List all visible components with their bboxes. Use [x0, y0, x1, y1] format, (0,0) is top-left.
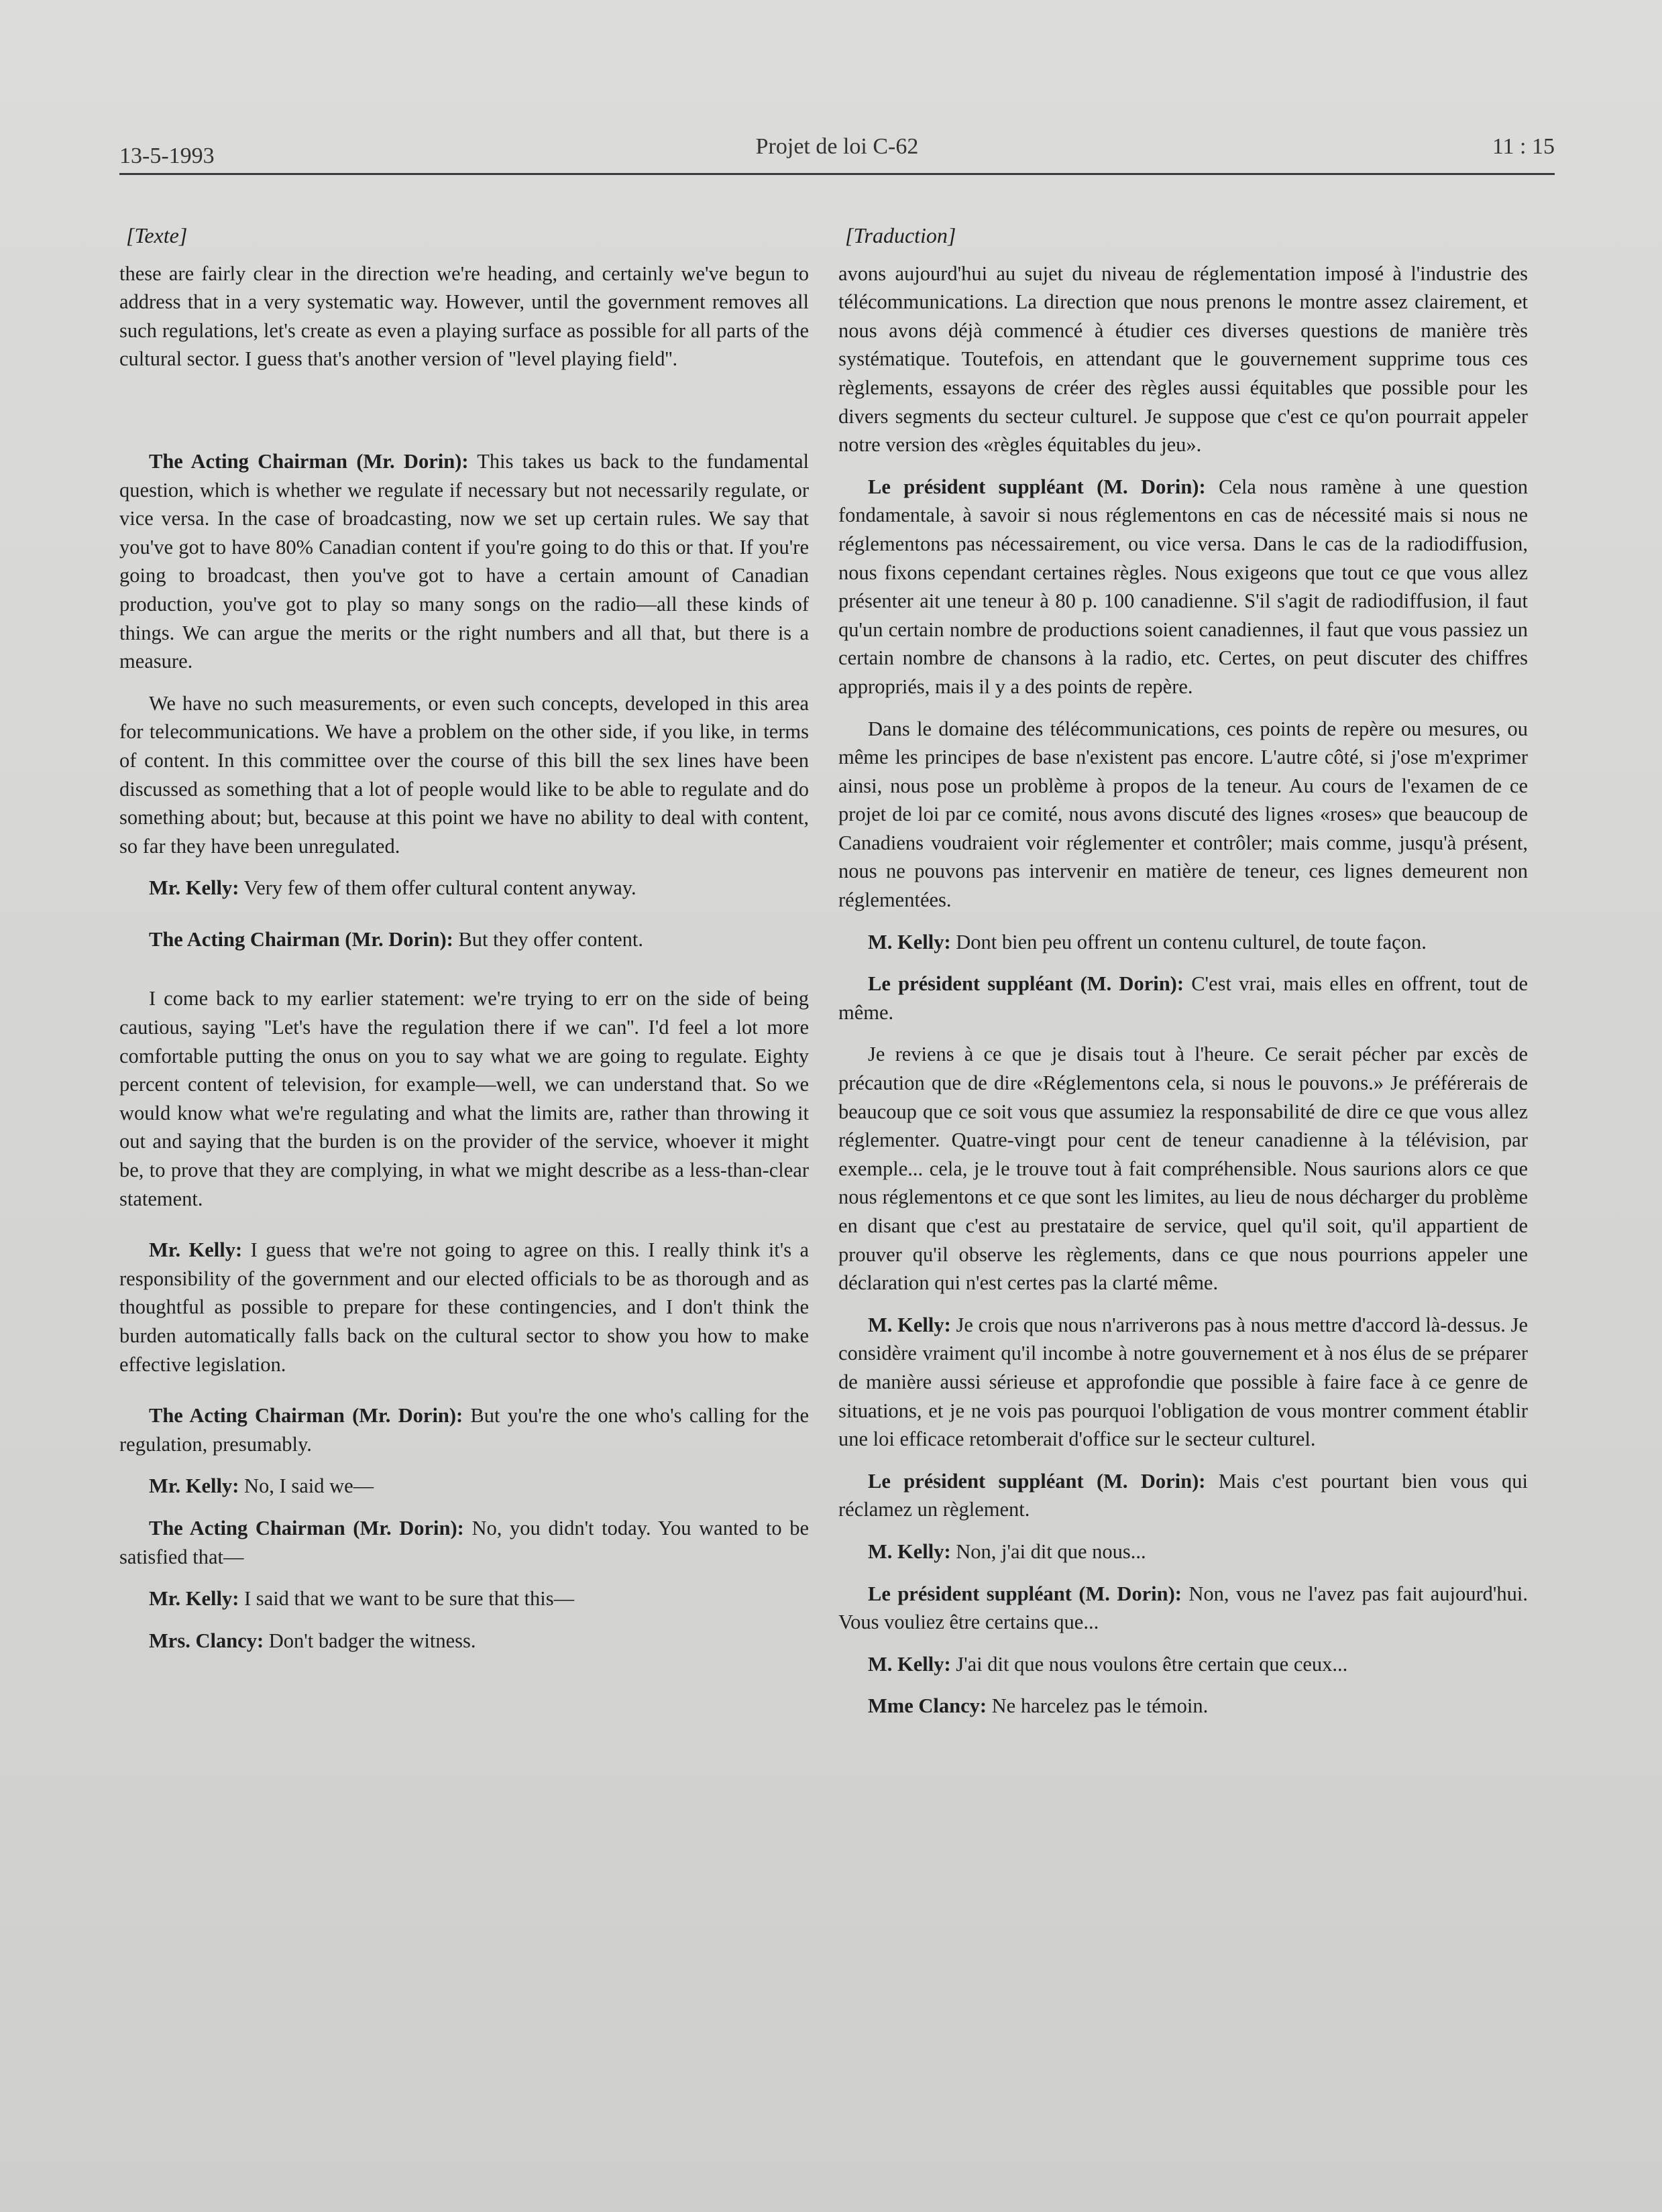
speaker-name: Mrs. Clancy:	[149, 1629, 264, 1652]
paragraph	[838, 1650, 1528, 1679]
speaker-name: M. Kelly:	[868, 1313, 951, 1336]
speech-text: Cela nous ramène à une question fondamentale, à savoir si nous réglementons en cas de nécessité mais si nous ne réglementons pas nécessairement, ou vice versa. Dans le cas de la radiodiffusion, nous fixons cependant certaines règles. Nous exigeons que tout ce que vous allez présenter ait une teneur à 80 p. 100 canadienne. S'il s'agit de radiodiffusion, il faut qu'un certain nombre de productions soient canadiennes, il faut que vous passiez un certain nombre de chansons à la radio, etc. Certes, on peut discuter des chiffres appropriés, mais il y a des points de repère.	[838, 475, 1529, 698]
running-header	[119, 134, 1555, 172]
speaker-name: Mr. Kelly:	[149, 876, 239, 900]
speaker-name: Le président suppléant (M. Dorin):	[868, 1582, 1182, 1605]
paragraph: We have no such measurements, or even such concepts, developed in this area for telecommunications. We have a problem on the other side, if you like, in terms of content. In this committee over the course of this bill the sex lines have been discussed as something that a lot of people would like to be able to regulate and do something about; but, because at this point we have no ability to deal with content, so far they have been unregulated.	[119, 691, 809, 858]
paragraph	[119, 1236, 809, 1379]
paragraph	[119, 1627, 809, 1655]
paragraph	[838, 1580, 1528, 1637]
paragraph	[119, 1584, 809, 1613]
speech-text: I said that we want to be sure that this—	[239, 1587, 575, 1611]
speaker-name: M. Kelly:	[868, 930, 951, 953]
speaker-name: Le président suppléant (M. Dorin):	[868, 1469, 1206, 1493]
speaker-name: Le président suppléant (M. Dorin):	[868, 475, 1206, 498]
speech-text: This takes us back to the fundamental question, which is whether we regulate if necessary but not necessarily regulate, or vice versa. In the case of broadcasting, now we set up certain rules. We say that you've got to have 80% Canadian content if you're going to do this or that. If you're going to broadcast, then you've got to have a certain amount of Canadian production, you've got to play so many songs on the radio—all these kinds of things. We can argue the merits or the right numbers and all that, but there is a measure.	[119, 449, 809, 673]
paragraph	[119, 1401, 809, 1458]
paragraph	[119, 874, 809, 903]
paragraph: avons aujourd'hui au sujet du niveau de réglementation imposé à l'industrie des télécommunications. La direction que nous prenons le montre assez clairement, et nous avons déjà commencé à étudier ces diverses questions de manière très systématique. Toutefois, en attendant que le gouvernement supprime tous ces règlements, essayons de créer des règles aussi équitables que possible pour les divers segments du secteur culturel. Je suppose que c'est ce qu'on pourrait appeler notre version des «règles équitables du jeu».	[838, 261, 1528, 457]
paragraph	[838, 473, 1528, 701]
english-column	[119, 221, 809, 1655]
speech-text: Dont bien peu offrent un contenu culturel, de toute façon.	[950, 930, 1427, 953]
paragraph	[838, 1692, 1528, 1721]
paragraph	[838, 970, 1528, 1027]
speaker-name: The Acting Chairman (Mr. Dorin):	[149, 449, 469, 473]
speaker-name: M. Kelly:	[868, 1539, 951, 1563]
paragraph	[119, 1514, 809, 1571]
speech-text: Very few of them offer cultural content anyway.	[239, 876, 636, 900]
paragraph	[119, 925, 809, 954]
header-rule	[119, 173, 1555, 175]
header-page-number: 11 : 15	[1492, 134, 1555, 159]
speech-text: But they offer content.	[453, 927, 643, 951]
paragraph: Je reviens à ce que je disais tout à l'heure. Ce serait pécher par excès de précaution que de dire «Réglementons cela, si nous le pouvons.» Je préférerais de beaucoup que ce soit vous que assumiez la responsabilité de dire ce que vous allez réglementer. Quatre-vingt pour cent de teneur canadienne à la télévision, par exemple... cela, je le trouve tout à fait compréhensible. Nous saurions alors ce que nous réglementons et ce que sont les limites, au lieu de nous décharger du problème en disant que c'est au prestataire de service, quel qu'il soit, qu'il appartient de prouver qu'il observe les règlements, dans ce que nous pourrions appeler une déclaration qui n'est certes pas la clarté même.	[838, 1043, 1528, 1295]
speaker-name: Le président suppléant (M. Dorin):	[868, 972, 1184, 996]
speaker-name: Mme Clancy:	[868, 1694, 987, 1718]
paragraph	[838, 1467, 1528, 1524]
speech-text: Non, vous ne l'avez pas fait aujourd'hui. Vous vouliez être certains que...	[838, 1582, 1528, 1634]
paragraph: Dans le domaine des télécommunications, ces points de repère ou mesures, ou même les principes de base n'existent pas encore. L'autre côté, si j'ose m'exprimer ainsi, nous pose un problème à propos de la teneur. Au cours de l'examen de ce projet de loi par ce comité, nous avons discuté des lignes «roses» que beaucoup de Canadiens voudraient voir réglementer et contrôler; mais comme, jusqu'à présent, nous ne pouvons pas intervenir en matière de teneur, ces lignes demeurent non réglementées.	[838, 717, 1528, 912]
column-tag: [Traduction]	[845, 223, 956, 247]
speaker-name: The Acting Chairman (Mr. Dorin):	[149, 1404, 463, 1428]
speech-text: No, you didn't today. You wanted to be satisfied that—	[119, 1516, 809, 1568]
header-title: Projet de loi C-62	[755, 134, 919, 159]
paragraph: these are fairly clear in the direction we're heading, and certainly we've begun to address that in a very systematic way. However, until the government removes all such regulations, let's create as even a playing surface as possible for all parts of the cultural sector. I guess that's another version of ''level playing field''.	[119, 261, 809, 371]
speech-text: But you're the one who's calling for the regulation, presumably.	[119, 1404, 809, 1456]
paragraph	[838, 1537, 1528, 1566]
speaker-name: The Acting Chairman (Mr. Dorin):	[149, 927, 453, 951]
header-date: 13-5-1993	[119, 143, 215, 168]
paragraph: I come back to my earlier statement: we're trying to err on the side of being cautious, saying ''Let's have the regulation there if we can''. I'd feel a lot more comfortable putting the onus on you to say what we are going to regulate. Eighty percent content of television, for example—well, we can understand that. So we would know what we're regulating and what the limits are, rather than throwing it out and saying that the burden is on the provider of the service, whoever it might be, to prove that they are complying, in what we might describe as a less-than-clear statement.	[119, 987, 809, 1210]
speech-text: Je crois que nous n'arriverons pas à nous mettre d'accord là-dessus. Je considère vraiment qu'il incombe à notre gouvernement et à nos élus de se préparer de manière aussi sérieuse et approfondie que possible à faire face à ce genre de situations, et je ne vois pas pourquoi l'obligation de vous montrer comment établir une loi efficace retomberait d'office sur le secteur culturel.	[838, 1313, 1529, 1451]
speaker-name: The Acting Chairman (Mr. Dorin):	[149, 1516, 464, 1539]
french-column	[838, 221, 1528, 1721]
speech-text: C'est vrai, mais elles en offrent, tout de même.	[838, 972, 1529, 1024]
speech-text: Mais c'est pourtant bien vous qui réclamez un règlement.	[838, 1469, 1528, 1521]
speech-text: J'ai dit que nous voulons être certain que ceux...	[950, 1652, 1348, 1676]
paragraph	[119, 447, 809, 676]
speech-text: I guess that we're not going to agree on this. I really think it's a responsibility of the government and our elected officials to be as thorough and as thoughtful as possible to prepare for these contingencies, and I don't think the burden automatically falls back on the cultural sector to show you how to make effective legislation.	[119, 1238, 810, 1376]
speaker-name: Mr. Kelly:	[149, 1238, 243, 1262]
speech-text: Don't badger the witness.	[264, 1629, 476, 1652]
paragraph	[838, 928, 1528, 957]
speaker-name: Mr. Kelly:	[149, 1474, 239, 1498]
speech-text: No, I said we—	[239, 1474, 374, 1498]
paragraph	[838, 1311, 1528, 1454]
speaker-name: M. Kelly:	[868, 1652, 951, 1676]
speech-text: Ne harcelez pas le témoin.	[987, 1694, 1209, 1718]
paragraph	[119, 1472, 809, 1501]
speaker-name: Mr. Kelly:	[149, 1587, 239, 1611]
column-tag: [Texte]	[126, 223, 188, 247]
speech-text: Non, j'ai dit que nous...	[950, 1539, 1146, 1563]
